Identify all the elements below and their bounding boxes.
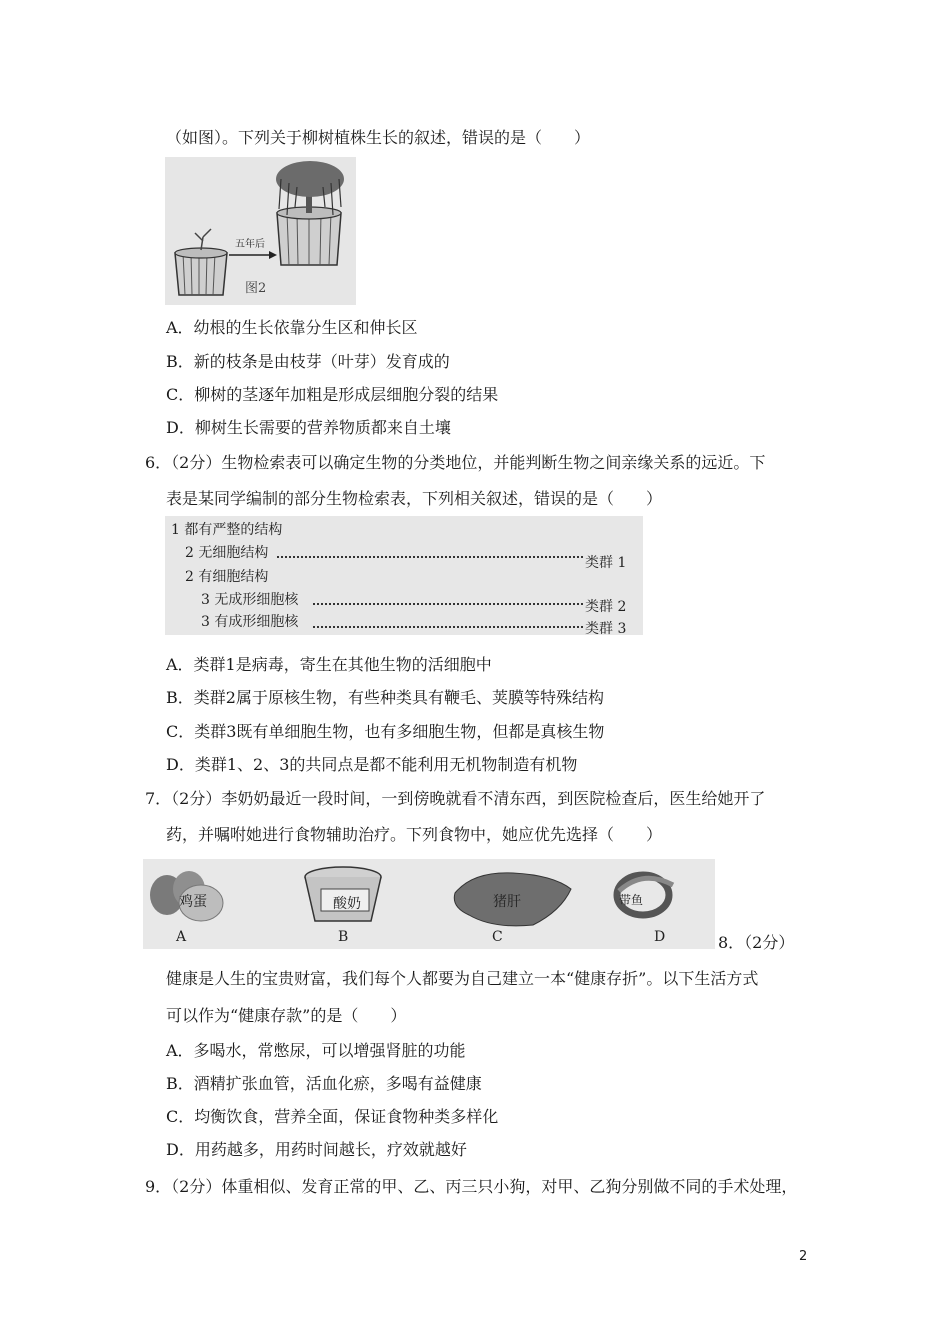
q9-line1: 9．（2分）体重相似、发育正常的甲、乙、丙三只小狗，对甲、乙狗分别做不同的手术处理， [145,1177,798,1196]
q8-option-d: D．用药越多，用药时间越长，疗效就越好 [166,1140,467,1159]
q7-line1: 7．（2分）李奶奶最近一段时间，一到傍晚就看不清东西，到医院检查后，医生给她开了 [145,789,766,808]
q6-option-b: B．类群2属于原核生物，有些种类具有鞭毛、荚膜等特殊结构 [166,688,604,707]
q8-head: 8．（2分） [718,933,795,952]
q7-line2: 药，并嘱咐她进行食物辅助治疗。下列食物中，她应优先选择（ ） [166,825,663,844]
q8-option-b: B．酒精扩张血管，活血化瘀，多喝有益健康 [166,1074,482,1093]
q5-option-b: B．新的枝条是由枝芽（叶芽）发育成的 [166,352,450,371]
food-letter-c: C [492,929,503,945]
q8-option-a: A．多喝水，常憋尿，可以增强肾脏的功能 [166,1041,466,1060]
key-result-3: 类群 3 [585,621,627,635]
classification-key-figure [165,516,643,635]
key-row-5: 3 有成形细胞核 [201,614,299,630]
q6-option-a: A．类群1是病毒，寄生在其他生物的活细胞中 [166,655,492,674]
key-dots-2 [277,556,583,558]
food-name-b: 酸奶 [333,896,361,912]
q8-line2: 可以作为“健康存款”的是（ ） [166,1006,407,1025]
food-letter-a: A [176,929,187,945]
food-letter-d: D [654,929,666,945]
key-row-2: 2 无细胞结构 [185,545,269,561]
q5-option-c: C．柳树的茎逐年加粗是形成层细胞分裂的结果 [166,385,499,404]
food-name-d: 带鱼 [619,893,644,907]
key-row-3: 2 有细胞结构 [185,569,269,585]
q5-option-a: A．幼根的生长依靠分生区和伸长区 [166,318,418,337]
food-name-c: 猪肝 [493,894,521,910]
q6-line1: 6．（2分）生物检索表可以确定生物的分类地位，并能判断生物之间亲缘关系的远近。下 [145,453,766,472]
key-dots-4 [313,603,583,605]
q6-line2: 表是某同学编制的部分生物检索表，下列相关叙述，错误的是（ ） [166,489,663,508]
arrow-label: 五年后 [235,239,265,250]
q6-option-d: D．类群1、2、3的共同点是都不能利用无机物制造有机物 [166,755,578,774]
q6-option-c: C．类群3既有单细胞生物，也有多细胞生物，但都是真核生物 [166,722,605,741]
key-row-4: 3 无成形细胞核 [201,592,299,608]
figure-caption: 图2 [245,281,267,296]
page-number: 2 [799,1249,808,1264]
willow-figure [165,157,356,305]
q8-option-c: C．均衡饮食，营养全面，保证食物种类多样化 [166,1107,499,1126]
food-options-figure [143,859,715,949]
q8-line1: 健康是人生的宝贵财富，我们每个人都要为自己建立一本“健康存折”。以下生活方式 [166,969,759,988]
key-dots-5 [313,626,583,628]
key-result-2: 类群 2 [585,599,627,615]
food-name-a: 鸡蛋 [179,894,207,910]
food-letter-b: B [338,929,349,945]
key-result-1: 类群 1 [585,555,627,571]
key-row-1: 1 都有严整的结构 [171,522,283,538]
q5-stem: （如图）。下列关于柳树植株生长的叙述，错误的是（ ） [166,128,591,147]
q5-option-d: D．柳树生长需要的营养物质都来自土壤 [166,418,451,437]
